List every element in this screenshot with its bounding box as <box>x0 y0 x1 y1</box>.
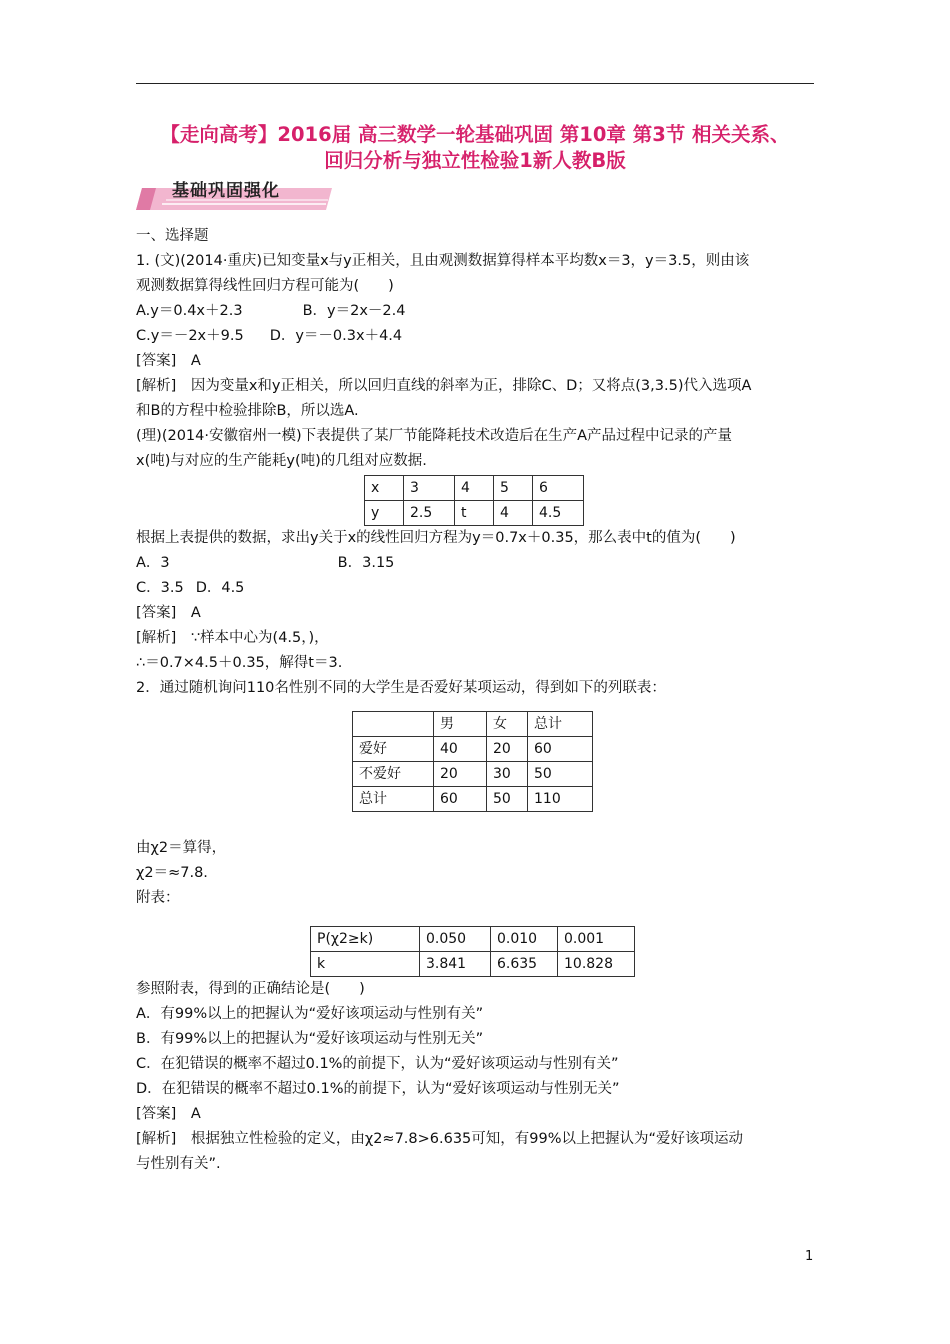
section-heading: 一、选择题 <box>136 228 209 244</box>
q1-analysis-line-1: [解析] 因为变量x和y正相关，所以回归直线的斜率为正，排除C、D；又将点(3,3.5)代入选项A <box>136 378 752 394</box>
q2-analysis-line-2: 与性别有关”. <box>136 1156 221 1172</box>
table-cell: 4.5 <box>533 501 584 526</box>
table-cell: 不爱好 <box>353 762 434 787</box>
q1-option-b2: B．3.15 <box>337 555 395 571</box>
table-cell: x <box>365 476 404 501</box>
banner-label: 基础巩固强化 <box>172 181 280 201</box>
table-cell: 0.001 <box>558 927 635 952</box>
q1-options-ab2 <box>136 551 816 576</box>
q1-line-1: 1. (文)(2014·重庆)已知变量x与y正相关，且由观测数据算得样本平均数x＝3，y＝3.5，则由该 <box>136 253 750 269</box>
q2-critical-value-table <box>310 926 635 977</box>
table-cell: 6 <box>533 476 584 501</box>
table-row <box>353 712 593 737</box>
table-row <box>311 927 635 952</box>
q2-option-c: C．在犯错误的概率不超过0.1%的前提下，认为“爱好该项运动与性别有关” <box>136 1056 619 1072</box>
table-cell: 2.5 <box>404 501 455 526</box>
table-cell: 50 <box>487 787 528 812</box>
q1-after-table: 根据上表提供的数据，求出y关于x的线性回归方程为y＝0.7x＋0.35，那么表中t的值为( ) <box>136 530 736 546</box>
header-rule <box>136 83 814 84</box>
q1-option-b: B．y＝2x－2.4 <box>302 303 406 319</box>
table-row <box>365 501 584 526</box>
q1-analysis2-line-1: [解析] ∵样本中心为(4.5，)， <box>136 630 329 646</box>
q2-option-a: A．有99%以上的把握认为“爱好该项运动与性别有关” <box>136 1006 484 1022</box>
table-cell: 0.050 <box>420 927 491 952</box>
table-cell: 20 <box>434 762 487 787</box>
q2-option-b: B．有99%以上的把握认为“爱好该项运动与性别无关” <box>136 1031 484 1047</box>
table-cell: t <box>455 501 494 526</box>
table-cell: P(χ2≥k) <box>311 927 420 952</box>
q2-ask: 参照附表，得到的正确结论是( ) <box>136 981 365 997</box>
table-row <box>353 762 593 787</box>
q1-analysis2-line-2: ∴＝0.7×4.5＋0.35，解得t＝3. <box>136 655 343 671</box>
table-cell: 3 <box>404 476 455 501</box>
q2-chi-line-2: χ2＝≈7.8. <box>136 865 208 881</box>
page-number: 1 <box>805 1249 814 1264</box>
q1-option-a: A.y＝0.4x＋2.3 <box>136 303 243 319</box>
q2-stem: 2．通过随机询问110名性别不同的大学生是否爱好某项运动，得到如下的列联表： <box>136 680 666 696</box>
table-cell: 50 <box>528 762 593 787</box>
table-cell: 20 <box>487 737 528 762</box>
table-cell: 总计 <box>528 712 593 737</box>
table-cell: 总计 <box>353 787 434 812</box>
table-cell: 60 <box>434 787 487 812</box>
table-row <box>353 737 593 762</box>
q1-option-c: C.y＝－2x＋9.5 <box>136 328 244 344</box>
document-title <box>136 122 814 174</box>
q1-analysis-line-2: 和B的方程中检验排除B，所以选A. <box>136 403 359 419</box>
q1-option-d2: D．4.5 <box>195 580 245 596</box>
q1-xy-table <box>364 475 584 526</box>
table-cell: 爱好 <box>353 737 434 762</box>
q1-option-d: D．y＝－0.3x＋4.4 <box>269 328 403 344</box>
table-cell: 60 <box>528 737 593 762</box>
q1-option-a2: A．3 <box>136 555 170 571</box>
q2-appendix-label: 附表： <box>136 890 180 906</box>
table-cell: 3.841 <box>420 952 491 977</box>
q1-answer: [答案] A <box>136 353 201 369</box>
table-cell: 0.010 <box>491 927 558 952</box>
table-cell: 110 <box>528 787 593 812</box>
table-cell: 4 <box>455 476 494 501</box>
table-cell: 男 <box>434 712 487 737</box>
table-cell: y <box>365 501 404 526</box>
table-row <box>353 787 593 812</box>
document-body <box>136 224 816 1177</box>
title-line-2: 回归分析与独立性检验1新人教B版 <box>324 149 626 172</box>
table-cell: 4 <box>494 501 533 526</box>
q1-li-line-2: x(吨)与对应的生产能耗y(吨)的几组对应数据. <box>136 453 427 469</box>
q2-answer: [答案] A <box>136 1106 201 1122</box>
table-cell: 10.828 <box>558 952 635 977</box>
table-cell: 5 <box>494 476 533 501</box>
table-cell: 6.635 <box>491 952 558 977</box>
q1-options-cd <box>136 324 816 349</box>
q2-option-d: D．在犯错误的概率不超过0.1%的前提下，认为“爱好该项运动与性别无关” <box>136 1081 620 1097</box>
q2-contingency-table <box>352 711 593 812</box>
table-cell: 女 <box>487 712 528 737</box>
q1-option-c2: C．3.5 <box>136 580 184 596</box>
q1-options-cd2 <box>136 576 816 601</box>
table-cell <box>353 712 434 737</box>
title-line-1: 【走向高考】2016届 高三数学一轮基础巩固 第10章 第3节 相关关系、 <box>160 123 790 146</box>
table-cell: k <box>311 952 420 977</box>
q1-li-line-1: (理)(2014·安徽宿州一模)下表提供了某厂节能降耗技术改造后在生产A产品过程中记录的产量 <box>136 428 733 444</box>
table-cell: 30 <box>487 762 528 787</box>
table-cell: 40 <box>434 737 487 762</box>
table-row <box>311 952 635 977</box>
q1-options-ab <box>136 299 816 324</box>
table-row <box>365 476 584 501</box>
q2-analysis-line-1: [解析] 根据独立性检验的定义，由χ2≈7.8>6.635可知，有99%以上把握认为“爱好该项运动 <box>136 1131 744 1147</box>
q1-line-2: 观测数据算得线性回归方程可能为( ) <box>136 278 394 294</box>
q1-answer-2: [答案] A <box>136 605 201 621</box>
q2-chi-line-1: 由χ2＝算得， <box>136 840 227 856</box>
